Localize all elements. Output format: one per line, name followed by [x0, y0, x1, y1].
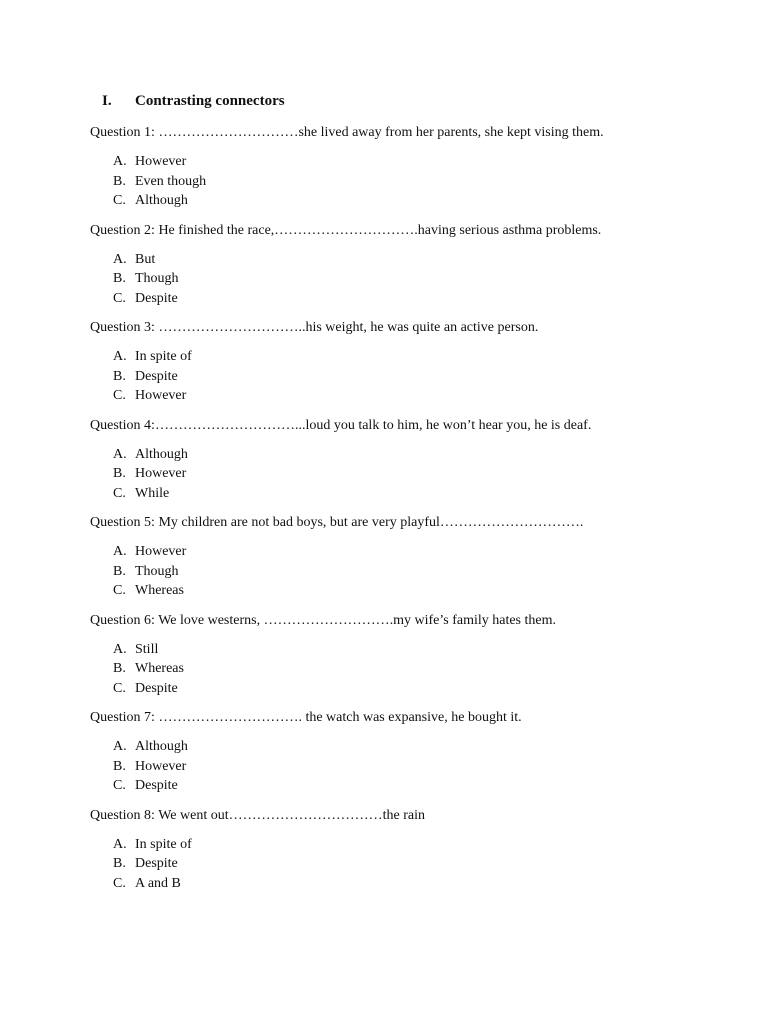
option-letter: A. [113, 349, 127, 364]
question-text: Question 6: We love westerns, ……………………….my wife’s family hates them. [90, 612, 556, 628]
option-label: However [135, 466, 187, 481]
question-text: Question 5: My children are not bad boys, but are very playful…………………………. [90, 515, 584, 530]
option-label: A and B [135, 875, 181, 891]
option-label: Even though [135, 173, 207, 189]
option-letter: C. [113, 583, 126, 598]
option-label: Although [135, 739, 188, 754]
option-list [90, 542, 750, 601]
option-label: However [135, 544, 187, 559]
option-c [113, 484, 750, 504]
question-text: Question 3: …………………………..his weight, he was quite an active person. [90, 320, 539, 335]
option-letter: B. [113, 758, 126, 774]
option-letter: B. [113, 368, 126, 384]
option-letter: B. [113, 271, 126, 286]
section-heading [102, 93, 285, 110]
option-label: Although [135, 193, 188, 208]
question-4 [90, 416, 750, 514]
option-letter: C. [113, 193, 126, 208]
option-a [113, 737, 750, 757]
option-label: In spite of [135, 836, 192, 852]
option-letter: A. [113, 251, 127, 267]
question-2 [90, 221, 750, 319]
option-label: Despite [135, 290, 178, 306]
option-list [90, 445, 750, 504]
option-label: However [135, 758, 187, 774]
option-label: However [135, 154, 187, 169]
question-list [90, 123, 750, 903]
option-c [113, 679, 750, 699]
option-a [113, 835, 750, 855]
question-8 [90, 806, 750, 904]
question-7 [90, 708, 750, 806]
option-letter: A. [113, 836, 127, 852]
option-label: Whereas [135, 583, 184, 598]
option-c [113, 581, 750, 601]
question-text: Question 2: He finished the race,………………………….having serious asthma problems. [90, 222, 602, 238]
option-c [113, 289, 750, 309]
option-letter: C. [113, 680, 126, 696]
option-c [113, 874, 750, 894]
section-number: I. [102, 93, 112, 109]
option-b [113, 172, 750, 192]
option-label: Despite [135, 778, 178, 793]
option-label: Still [135, 641, 159, 657]
option-c [113, 776, 750, 796]
option-label: However [135, 388, 187, 403]
question-text: Question 8: We went out……………………………the rain [90, 807, 425, 823]
option-letter: A. [113, 154, 127, 169]
option-c [113, 386, 750, 406]
section-title: Contrasting connectors [135, 93, 285, 109]
option-b [113, 659, 750, 679]
option-label: Despite [135, 856, 178, 871]
question-text: Question 1: …………………………she lived away from her parents, she kept vising them. [90, 125, 604, 140]
option-label: Despite [135, 368, 178, 384]
option-b [113, 757, 750, 777]
option-list [90, 640, 750, 699]
option-letter: C. [113, 875, 126, 891]
question-text: Question 4:…………………………...loud you talk to him, he won’t hear you, he is deaf. [90, 417, 592, 433]
option-letter: A. [113, 641, 127, 657]
option-b [113, 562, 750, 582]
option-b [113, 464, 750, 484]
question-1 [90, 123, 750, 221]
option-list [90, 250, 750, 309]
question-6 [90, 611, 750, 709]
option-label: In spite of [135, 349, 192, 364]
option-letter: A. [113, 544, 127, 559]
option-b [113, 367, 750, 387]
option-b [113, 269, 750, 289]
option-b [113, 854, 750, 874]
option-letter: B. [113, 563, 126, 579]
option-letter: B. [113, 173, 126, 189]
option-letter: C. [113, 778, 126, 793]
option-letter: A. [113, 446, 127, 462]
question-text: Question 7: …………………………. the watch was expansive, he bought it. [90, 710, 522, 725]
option-list [90, 152, 750, 211]
option-letter: A. [113, 739, 127, 754]
option-list [90, 737, 750, 796]
option-a [113, 640, 750, 660]
option-letter: C. [113, 485, 126, 501]
option-label: But [135, 251, 156, 267]
option-label: Although [135, 446, 188, 462]
question-5 [90, 513, 750, 611]
question-3 [90, 318, 750, 416]
option-letter: B. [113, 661, 126, 676]
option-label: Though [135, 563, 179, 579]
option-letter: B. [113, 856, 126, 871]
option-a [113, 152, 750, 172]
option-a [113, 347, 750, 367]
option-list [90, 835, 750, 894]
option-list [90, 347, 750, 406]
option-letter: B. [113, 466, 126, 481]
option-a [113, 542, 750, 562]
option-a [113, 445, 750, 465]
option-label: While [135, 485, 170, 501]
option-label: Despite [135, 680, 178, 696]
option-c [113, 191, 750, 211]
option-letter: C. [113, 290, 126, 306]
option-label: Whereas [135, 661, 184, 676]
option-a [113, 250, 750, 270]
option-label: Though [135, 271, 179, 286]
option-letter: C. [113, 388, 126, 403]
